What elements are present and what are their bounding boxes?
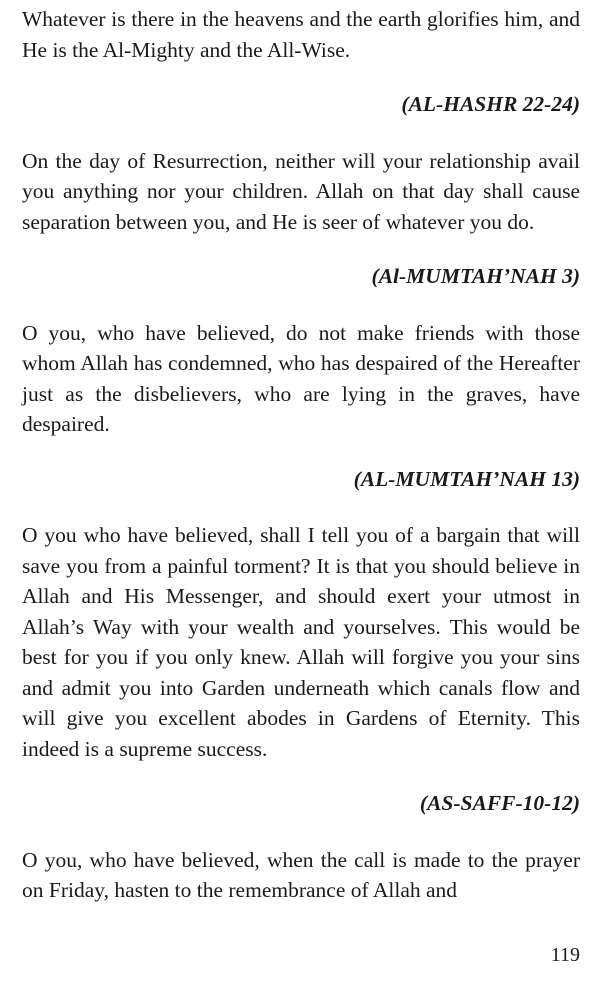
verse-paragraph: O you who have believed, shall I tell you of a bargain that will save you from a painful torment? It is that you should believe in Allah and His Messenger, and should exert your utmost in Allah’s Way with your wealth and yourselves. This would be best for you if you only knew. Allah will forgive you your sins and admit you into Garden underneath which canals flow and will give you excellent abodes in Gardens of Eternity. This indeed is a supreme success. (22, 523, 580, 761)
page-number: 119 (550, 944, 580, 966)
verse-reference: (AS-SAFF-10-12) (419, 791, 580, 815)
verse-paragraph: O you, who have believed, when the call is made to the prayer on Friday, hasten to the remembrance of Allah and (22, 847, 580, 902)
verse-reference: (AL-HASHR 22-24) (401, 92, 580, 116)
verse-paragraph: Whatever is there in the heavens and the earth glorifies him, and He is the Al-Mighty and the All-Wise. (22, 7, 580, 62)
verse-reference: (Al-MUMTAH’NAH 3) (371, 264, 580, 288)
verse-paragraph: On the day of Resurrection, neither will your relationship avail you anything nor your children. Allah on that day shall cause separation between you, and He is seer of whatever you do. (22, 148, 580, 234)
verse-reference: (AL-MUMTAH’NAH 13) (353, 466, 580, 491)
page-body (22, 4, 580, 906)
verse-paragraph: O you, who have believed, do not make friends with those whom Allah has condemned, who has despaired of the Hereafter just as the disbelievers, who are lying in the graves, have despaired. (22, 320, 580, 436)
